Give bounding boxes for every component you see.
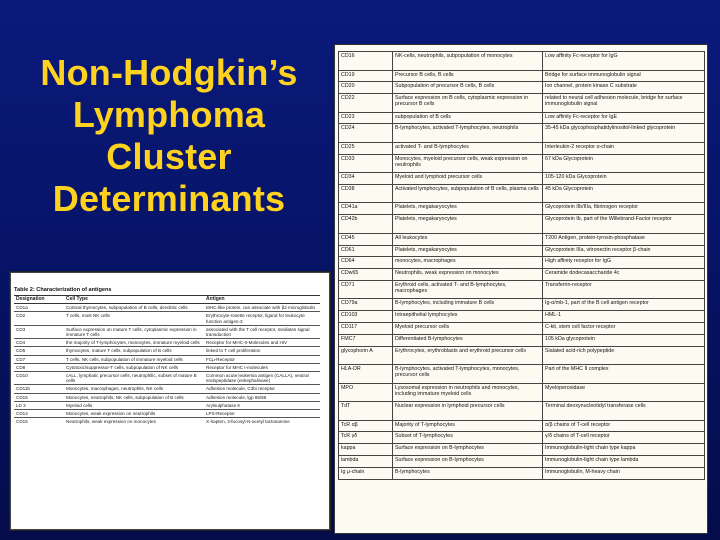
cell-designation: CD5 bbox=[14, 347, 64, 355]
cell-type: Myeloid cells bbox=[64, 401, 204, 409]
cell-expression: Activated lymphocytes, subpopulation of B cells, plasma cells bbox=[393, 184, 543, 203]
cell-marker: CD16 bbox=[339, 52, 393, 71]
cell-type: the majority of T-lymphocytes, monocytes, immature myeloid cells bbox=[64, 339, 204, 347]
cell-type: Cortical thymocytes, subpopulation of B cells, dendritic cells bbox=[64, 304, 204, 312]
cell-function: Sialated acid-rich polypeptide bbox=[543, 346, 705, 365]
cell-expression: B-lymphocytes, activated T-lymphocytes, monocytes, precursor cells bbox=[393, 365, 543, 384]
cell-designation: CD8 bbox=[14, 363, 64, 371]
antigen-characterization-table-image bbox=[10, 272, 330, 530]
cell-expression: Intraepithelial lymphocytes bbox=[393, 311, 543, 323]
cell-type: thymocytes, mature T cells, subpopulation of B cells bbox=[64, 347, 204, 355]
table-row bbox=[14, 401, 320, 409]
cell-marker: CD117 bbox=[339, 323, 393, 335]
table-row bbox=[14, 385, 320, 393]
table-row bbox=[339, 402, 705, 421]
cell-designation: CD15 bbox=[14, 393, 64, 401]
cell-type: Monocytes, weak expression on neutrophils bbox=[64, 410, 204, 418]
title-line: Determinants bbox=[52, 178, 286, 219]
cell-function: Glycoprotein IIIa, vitronectin receptor β-chain bbox=[543, 245, 705, 257]
cell-function: T200 Antigen, protein-tyrosin-phosphatase bbox=[543, 233, 705, 245]
cell-marker: HLA-DR bbox=[339, 365, 393, 384]
cell-expression: Surface expression on B-lymphocytes bbox=[393, 456, 543, 468]
table-row bbox=[339, 444, 705, 456]
table-row bbox=[14, 363, 320, 371]
cell-function: γ/δ chains of T-cell receptor bbox=[543, 432, 705, 444]
table-row bbox=[339, 346, 705, 365]
table-row bbox=[339, 257, 705, 269]
cell-designation: CD3 bbox=[14, 325, 64, 338]
cell-marker: CD79a bbox=[339, 299, 393, 311]
cell-expression: Precursor B cells, B cells bbox=[393, 70, 543, 82]
header-designation: Designation bbox=[14, 296, 64, 304]
cell-function: Low affinity Fc-receptor for IgE bbox=[543, 112, 705, 124]
table-row bbox=[14, 355, 320, 363]
cell-antigen: associated with the T cell receptor, mediates signal transduction bbox=[204, 325, 320, 338]
cell-function: Myeloperoxidase bbox=[543, 383, 705, 402]
table-row bbox=[14, 304, 320, 312]
table-row bbox=[339, 142, 705, 154]
table-row bbox=[339, 70, 705, 82]
cell-marker: TcR αβ bbox=[339, 420, 393, 432]
table-row bbox=[339, 245, 705, 257]
table-row bbox=[339, 94, 705, 113]
table-row bbox=[339, 215, 705, 234]
cell-function: 105-120 kDa Glycoprotein bbox=[543, 173, 705, 185]
cell-designation: CD1a bbox=[14, 304, 64, 312]
cell-marker: CD34 bbox=[339, 173, 393, 185]
cell-expression: B-lymphocytes, activated T-lymphocytes, neutrophils bbox=[393, 124, 543, 143]
table-row bbox=[339, 456, 705, 468]
table-row bbox=[14, 418, 320, 426]
cell-marker: CD42b bbox=[339, 215, 393, 234]
cell-marker: Ig μ-chain bbox=[339, 467, 393, 479]
table-row bbox=[339, 112, 705, 124]
cell-marker: CD103 bbox=[339, 311, 393, 323]
cell-expression: Neutrophils, weak expression on monocytes bbox=[393, 269, 543, 281]
cell-antigen: Receptor for MHC-II-Molecules and HIV bbox=[204, 339, 320, 347]
cell-designation: CD7 bbox=[14, 355, 64, 363]
table-row bbox=[339, 203, 705, 215]
cell-expression: subpopulation of B cells bbox=[393, 112, 543, 124]
table-row bbox=[339, 311, 705, 323]
table-row bbox=[339, 467, 705, 479]
cell-type: Surface expression on mature T cells, cytoplasmic expression in immature T cells bbox=[64, 325, 204, 338]
cell-function: related to neural cell adhesion molecule, bridge for surface immunoglobulin signal bbox=[543, 94, 705, 113]
cell-function: α/β chains of T-cell receptor bbox=[543, 420, 705, 432]
cell-type: Cytotoxic/suppressor-T cells, subpopulation of NK cells bbox=[64, 363, 204, 371]
cell-antigen: LPS-Receptor bbox=[204, 410, 320, 418]
cell-marker: CD45 bbox=[339, 233, 393, 245]
cell-function: Immunoglobulin-light chain type lambda bbox=[543, 456, 705, 468]
cd-marker-table-body bbox=[339, 52, 705, 480]
table-caption: Table 2: Characterization of antigens bbox=[14, 287, 112, 293]
cell-function: 35-45 kDa glycophosphatidylinositol-linked glycoprotein bbox=[543, 124, 705, 143]
cell-antigen: Arylsulphatase K bbox=[204, 401, 320, 409]
cell-designation: CD10 bbox=[14, 372, 64, 385]
cell-designation: LD 3 bbox=[14, 401, 64, 409]
cell-expression: activated T- and B-lymphocytes bbox=[393, 142, 543, 154]
cell-marker: CD22 bbox=[339, 94, 393, 113]
cell-marker: TcR γδ bbox=[339, 432, 393, 444]
cell-marker: CDw65 bbox=[339, 269, 393, 281]
cell-antigen: Common acute leukemia antigen (CALLA), neutral endopeptidase (enkephalinase) bbox=[204, 372, 320, 385]
cell-designation: CD15 bbox=[14, 418, 64, 426]
cell-marker: MPO bbox=[339, 383, 393, 402]
cell-function: C-kit, stem cell factor receptor bbox=[543, 323, 705, 335]
cell-expression: Platelets, megakaryocytes bbox=[393, 245, 543, 257]
cell-expression: B-lymphocytes bbox=[393, 467, 543, 479]
table-row bbox=[339, 154, 705, 173]
cell-type: Monocytes, neutrophils, NK cells, subpopulation of B cells bbox=[64, 393, 204, 401]
table-row bbox=[14, 339, 320, 347]
table-row bbox=[14, 372, 320, 385]
cell-expression: monocytes, macrophages bbox=[393, 257, 543, 269]
table-row bbox=[339, 233, 705, 245]
cd-marker-table bbox=[338, 51, 705, 480]
table-header-row bbox=[14, 296, 320, 304]
cell-expression: Majority of T-lymphocytes bbox=[393, 420, 543, 432]
cell-marker: CD71 bbox=[339, 280, 393, 299]
table-row bbox=[339, 269, 705, 281]
cell-marker: CD19 bbox=[339, 70, 393, 82]
cell-function: Low affinity Fc-receptor for IgG bbox=[543, 52, 705, 71]
cell-marker: FMC7 bbox=[339, 334, 393, 346]
header-antigen: Antigen bbox=[204, 296, 320, 304]
antigen-table-body bbox=[14, 304, 320, 426]
cell-function: HML-1 bbox=[543, 311, 705, 323]
table-row bbox=[339, 299, 705, 311]
table-row bbox=[339, 420, 705, 432]
cell-antigen: Adhesion molecule, lgp 95/95 bbox=[204, 393, 320, 401]
cell-expression: Myeloid precursor cells bbox=[393, 323, 543, 335]
table-row bbox=[339, 124, 705, 143]
cell-expression: Surface expression on B-lymphocytes bbox=[393, 444, 543, 456]
cell-designation: CD2 bbox=[14, 312, 64, 325]
cell-designation: CD4 bbox=[14, 339, 64, 347]
cell-antigen: Erythrocyte-rosette receptor, ligand for leukocyte function antigen-3 bbox=[204, 312, 320, 325]
cell-function: Immunoglobulin-light chain type kappa bbox=[543, 444, 705, 456]
cell-function: Transferrin-receptor bbox=[543, 280, 705, 299]
cell-expression: Myeloid and lymphoid precursor cells bbox=[393, 173, 543, 185]
cell-expression: Subpopulation of precursor B cells, B cells bbox=[393, 82, 543, 94]
cell-function: Glycoprotein Ib, part of the Willebrand-Factor receptor bbox=[543, 215, 705, 234]
cell-marker: TdT bbox=[339, 402, 393, 421]
table-row bbox=[339, 323, 705, 335]
cell-designation: CD14 bbox=[14, 410, 64, 418]
cell-function: 45 kDa Glycoprotein bbox=[543, 184, 705, 203]
cell-function: 67 kDa Glycoprotein bbox=[543, 154, 705, 173]
cell-expression: Platelets, megakaryocytes bbox=[393, 215, 543, 234]
cell-type: cALL, lymphatic precursor cells, neutrophilic, subset of mature B cells bbox=[64, 372, 204, 385]
cell-expression: Erythroid cells, activated T- and B-lymphocytes, macrophages bbox=[393, 280, 543, 299]
cell-expression: B-lymphocytes, including immature B cells bbox=[393, 299, 543, 311]
cell-antigen: Adhesion molecule, C3bi receptor bbox=[204, 385, 320, 393]
cluster-determinants-table-image bbox=[334, 44, 708, 534]
cell-function: Glycoprotein IIb/IIIa, fibrinogen receptor bbox=[543, 203, 705, 215]
cell-type: Monocytes, macrophages, neutrophils, NK cells bbox=[64, 385, 204, 393]
cell-function: Bridge for surface immunoglobulin signal bbox=[543, 70, 705, 82]
table-row bbox=[339, 383, 705, 402]
table-row bbox=[14, 410, 320, 418]
cell-marker: glycophorin A bbox=[339, 346, 393, 365]
cell-type: T cells, NK cells, subpopulation of immature myeloid cells bbox=[64, 355, 204, 363]
cell-function: 105 kDa glycoprotein bbox=[543, 334, 705, 346]
cell-function: High affinity receptor for IgG bbox=[543, 257, 705, 269]
cell-type: T cells, most NK cells bbox=[64, 312, 204, 325]
table-row bbox=[14, 325, 320, 338]
table-row bbox=[339, 334, 705, 346]
cell-function: Ion channel, protein kinase C substrate bbox=[543, 82, 705, 94]
table-row bbox=[339, 280, 705, 299]
cell-marker: CD61 bbox=[339, 245, 393, 257]
table-row bbox=[339, 365, 705, 384]
table-row bbox=[14, 312, 320, 325]
cell-marker: CD24 bbox=[339, 124, 393, 143]
cell-expression: Lysosomal expression in neutrophils and monocytes, including immature myeloid cells bbox=[393, 383, 543, 402]
cell-expression: Differentiated B-lymphocytes bbox=[393, 334, 543, 346]
table-row bbox=[339, 82, 705, 94]
cell-expression: Platelets, megakaryocytes bbox=[393, 203, 543, 215]
header-cell-type: Cell Type bbox=[64, 296, 204, 304]
cell-antigen: MHC-like protein, can associate with β2 microglobulin bbox=[204, 304, 320, 312]
cell-function: Interleukin-2 receptor α-chain bbox=[543, 142, 705, 154]
cell-marker: CD23 bbox=[339, 112, 393, 124]
cell-marker: kappa bbox=[339, 444, 393, 456]
cell-marker: CD25 bbox=[339, 142, 393, 154]
table-row bbox=[339, 173, 705, 185]
table-row bbox=[339, 432, 705, 444]
cell-expression: NK-cells, neutrophils, subpopulation of monocytes bbox=[393, 52, 543, 71]
slide-title bbox=[10, 52, 328, 220]
cell-marker: CD41a bbox=[339, 203, 393, 215]
cell-marker: CD64 bbox=[339, 257, 393, 269]
cell-marker: CD20 bbox=[339, 82, 393, 94]
cell-marker: CD38 bbox=[339, 184, 393, 203]
cell-antigen: linked to T cell proliferation bbox=[204, 347, 320, 355]
cell-expression: Erythrocytes, erythroblasts and erythroid precursor cells bbox=[393, 346, 543, 365]
table-row bbox=[14, 393, 320, 401]
table-row bbox=[14, 347, 320, 355]
cell-expression: Subset of T-lymphocytes bbox=[393, 432, 543, 444]
title-line: Lymphoma bbox=[72, 94, 266, 135]
cell-designation: CD11b bbox=[14, 385, 64, 393]
cell-expression: All leukocytes bbox=[393, 233, 543, 245]
cell-expression: Surface expression on B cells, cytoplasmic expression in precursor B cells bbox=[393, 94, 543, 113]
cell-type: Neutrophils, weak expression on monocytes bbox=[64, 418, 204, 426]
antigen-table bbox=[14, 295, 320, 425]
cell-expression: Nuclear expression in lymphoid precursor cells bbox=[393, 402, 543, 421]
cell-function: Immunoglobulin, M-heavy chain bbox=[543, 467, 705, 479]
cell-function: Ig-α/mb-1, part of the B cell antigen receptor bbox=[543, 299, 705, 311]
cell-function: Part of the MHC II complex bbox=[543, 365, 705, 384]
table-row bbox=[339, 184, 705, 203]
cell-function: Ceramide dodecasaccharide 4c bbox=[543, 269, 705, 281]
title-line: Cluster bbox=[106, 136, 232, 177]
cell-marker: CD33 bbox=[339, 154, 393, 173]
cell-antigen: Receptor for MHC I-molecules bbox=[204, 363, 320, 371]
cell-marker: lambda bbox=[339, 456, 393, 468]
cell-antigen: FCμ-Receptor bbox=[204, 355, 320, 363]
cell-antigen: X-hapten, 3-fucosyl-N-acetyl lactosamine bbox=[204, 418, 320, 426]
table-row bbox=[339, 52, 705, 71]
title-line: Non-Hodgkin’s bbox=[40, 52, 298, 93]
cell-function: Terminal deoxynucleotidyl transferase cells bbox=[543, 402, 705, 421]
cell-expression: Monocytes, myeloid precursor cells, weak expression on neutrophils bbox=[393, 154, 543, 173]
